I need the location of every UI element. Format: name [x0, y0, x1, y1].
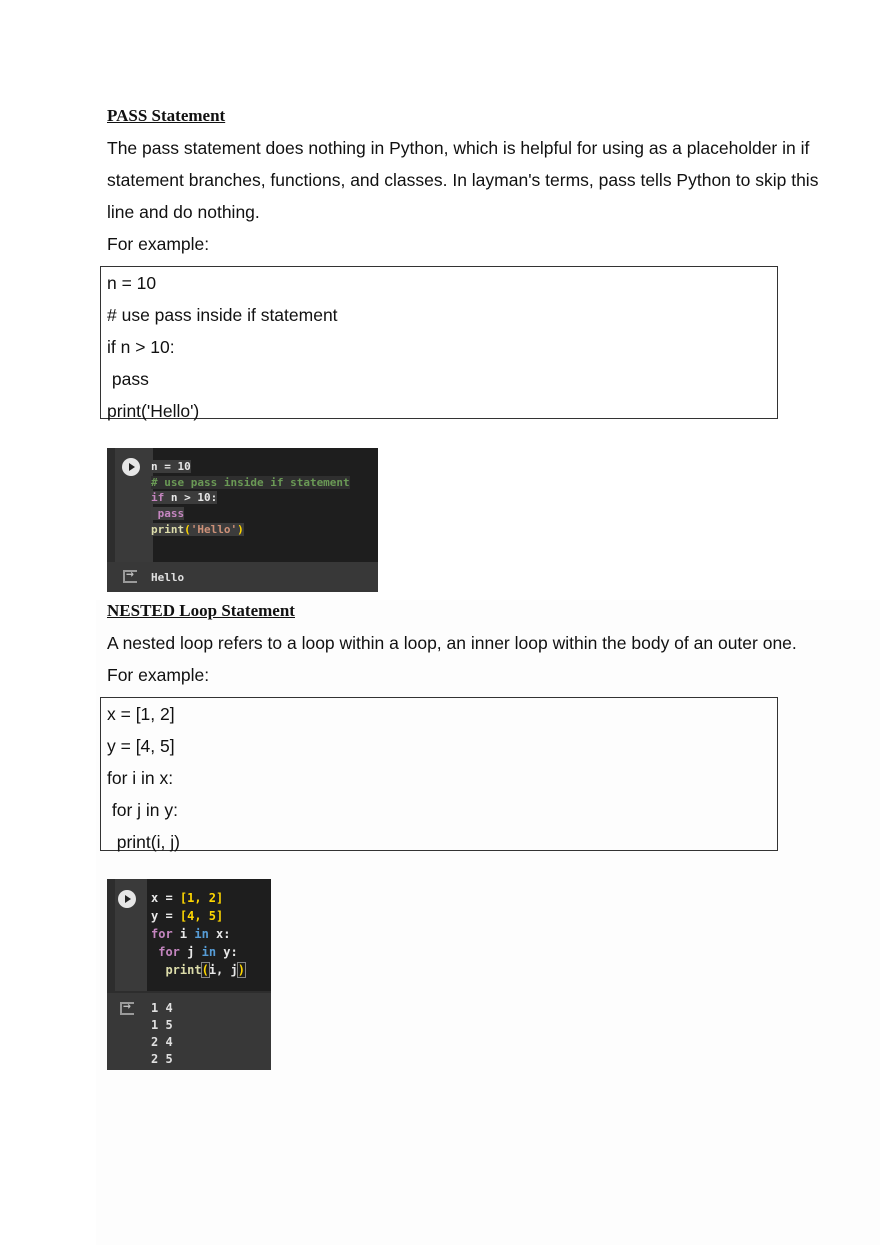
output-line: 1 5	[151, 1018, 173, 1032]
code-line: # use pass inside if statement	[107, 305, 338, 325]
output-line: 1 4	[151, 1001, 173, 1015]
code-text: n > 10:	[164, 491, 218, 504]
code-line: if n > 10:	[107, 337, 175, 357]
code-line	[151, 891, 223, 905]
code-text: i, j	[208, 963, 238, 977]
nested-code-box	[100, 697, 778, 851]
string-literal: 'Hello'	[190, 523, 238, 536]
keyword: for	[151, 927, 173, 941]
pass-description-line-2: statement branches, functions, and classes. In layman's terms, pass tells Python to skip this	[107, 170, 819, 190]
nested-description-line: A nested loop refers to a loop within a loop, an inner loop within the body of an outer one.	[107, 633, 797, 653]
pass-description-line-3: line and do nothing.	[107, 202, 260, 222]
pass-description	[107, 132, 842, 260]
cell-output-area	[107, 993, 271, 1070]
code-line: for j in y:	[107, 800, 178, 820]
bracket: )	[237, 523, 244, 536]
output-line: 2 5	[151, 1052, 173, 1066]
keyword: in	[201, 945, 217, 959]
run-cell-icon[interactable]	[122, 458, 140, 476]
code-line	[151, 909, 223, 923]
keyword: in	[194, 927, 209, 941]
code-line	[151, 491, 217, 504]
code-line: pass	[107, 369, 149, 389]
code-line	[151, 945, 238, 959]
output-text: Hello	[151, 571, 185, 584]
code-line: n = 10	[151, 460, 191, 473]
code-line: y = [4, 5]	[107, 736, 175, 756]
code-text: y:	[216, 945, 238, 959]
code-line	[151, 523, 244, 536]
nested-example-label: For example:	[107, 665, 210, 685]
notebook-cell-pass	[107, 448, 378, 592]
output-line: 2 4	[151, 1035, 173, 1049]
output-icon[interactable]	[120, 1002, 134, 1015]
code-comment: # use pass inside if statement	[151, 476, 350, 489]
code-text: x:	[208, 927, 231, 941]
code-text: x =	[151, 891, 180, 905]
code-line: print(i, j)	[107, 832, 180, 852]
nested-description	[107, 627, 842, 691]
list-literal: [4, 5]	[179, 909, 224, 923]
cell-output-area	[107, 562, 378, 592]
code-text: i	[172, 927, 195, 941]
keyword: if	[151, 491, 165, 504]
bracket: )	[237, 963, 245, 977]
code-line: n = 10	[107, 273, 157, 293]
section-heading-pass: PASS Statement	[107, 106, 226, 125]
pass-description-line-1: The pass statement does nothing in Python, which is helpful for using as a placeholder in if	[107, 138, 810, 158]
code-line: pass	[151, 507, 185, 520]
code-line	[151, 963, 245, 977]
keyword: for	[151, 945, 180, 959]
run-cell-icon[interactable]	[118, 890, 136, 908]
pass-example-label: For example:	[107, 234, 210, 254]
function-name: print	[151, 523, 185, 536]
list-literal: [1, 2]	[179, 891, 224, 905]
code-line: print('Hello')	[107, 401, 200, 421]
code-text: j	[179, 945, 202, 959]
code-line	[151, 927, 231, 941]
code-text: y =	[151, 909, 180, 923]
bracket: (	[201, 963, 209, 977]
code-line: x = [1, 2]	[107, 704, 175, 724]
code-line: for i in x:	[107, 768, 174, 788]
notebook-cell-nested	[107, 879, 271, 1070]
bracket: (	[184, 523, 191, 536]
section-heading-nested: NESTED Loop Statement	[107, 601, 295, 620]
function-name: print	[151, 963, 202, 977]
pass-code-box	[100, 266, 778, 419]
output-icon[interactable]	[123, 570, 137, 583]
